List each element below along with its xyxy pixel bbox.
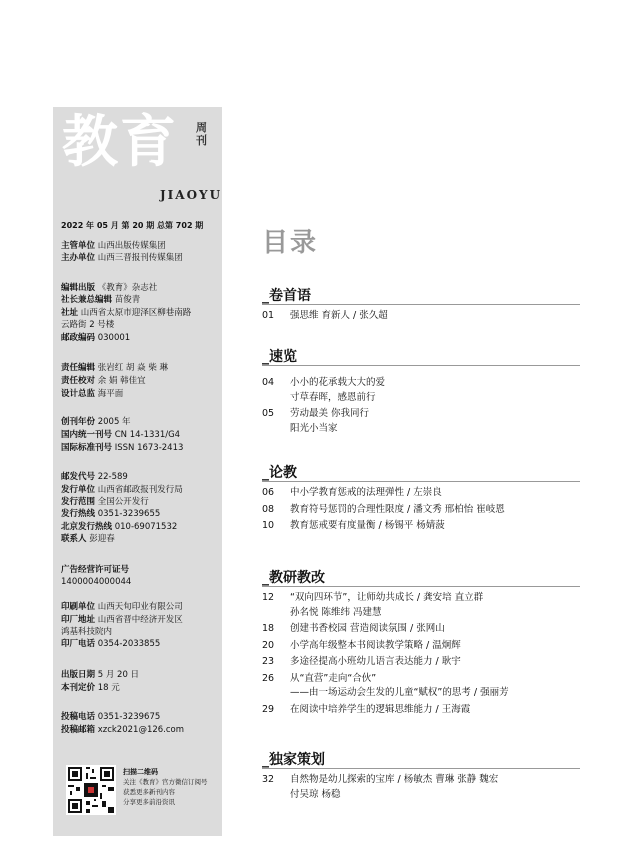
masthead-title: 教育: [62, 109, 178, 175]
colophon-label: 发行单位: [61, 485, 96, 495]
colophon-line: [61, 307, 191, 320]
colophon-label: 国内统一刊号: [61, 430, 113, 440]
colophon-value: CN 14-1331/G4: [114, 430, 181, 440]
colophon-label: 本刊定价: [61, 683, 96, 693]
toc-page-number: 29: [262, 703, 275, 715]
colophon-line: [61, 416, 131, 429]
issue-line: 2022 年 05 月 第 20 期 总第 702 期: [61, 221, 204, 230]
colophon-value: 张岩红 胡 焱 柴 琳: [97, 363, 169, 373]
qr-caption-line: 扫描二维码: [123, 768, 158, 776]
colophon-label: 责任校对: [61, 376, 96, 386]
toc-entry-text: 付吴琼 杨稳: [290, 788, 341, 800]
colophon-label: 北京发行热线: [61, 522, 113, 532]
colophon-value: 《教育》杂志社: [97, 283, 158, 293]
colophon-value: 山西天旬印业有限公司: [97, 602, 183, 612]
colophon-value: 22-589: [97, 472, 128, 482]
toc-entry[interactable]: [262, 376, 580, 405]
qr-caption-line: 获悉更多新刊内容: [123, 788, 175, 796]
toc-page-number: 05: [262, 408, 275, 419]
colophon-value: 18 元: [97, 683, 120, 693]
colophon-line: [61, 496, 149, 509]
toc-page-number: 23: [262, 656, 275, 667]
colophon-value: 山西省太原市迎泽区柳巷南路: [80, 308, 192, 318]
toc-page-number: 32: [262, 774, 275, 785]
toc-section-heading-text: _速览: [262, 349, 297, 365]
toc-section-heading-text: _卷首语: [262, 288, 311, 304]
colophon-line: [61, 442, 183, 455]
toc-entry-text: “双向四环节”，让师幼共成长 / 龚安培 直立群: [290, 592, 484, 603]
toc-section: [262, 462, 580, 534]
toc-entry[interactable]: [262, 622, 580, 637]
toc-entry[interactable]: [262, 655, 580, 670]
colophon-value: 0354-2033855: [97, 639, 161, 649]
colophon-line: [61, 638, 160, 651]
toc-entry-text: 教育符号惩罚的合理性限度 / 潘文秀 邢柏怡 崔岐恩: [290, 503, 505, 515]
toc-entry-text: 孙名悦 陈维纬 冯建慧: [290, 606, 382, 618]
toc-entry[interactable]: [262, 591, 580, 620]
toc-entry-text: 从“直营”走向“合伙”: [290, 672, 377, 684]
toc-entry-text: 中小学教育惩戒的法理弹性 / 左崇良: [290, 487, 442, 498]
toc-entry-text: 小学高年级整本书阅读教学策略 / 温炯辉: [290, 639, 461, 651]
colophon-label: 印厂电话: [61, 639, 96, 649]
toc-entry-text: 劳动最美 你我同行: [290, 408, 370, 419]
toc-entry[interactable]: [262, 639, 580, 654]
toc-entry[interactable]: [262, 773, 580, 802]
colophon-value: 海平面: [97, 389, 124, 399]
colophon-value: 2005 年: [97, 417, 131, 427]
masthead-subtitle: 周刊: [196, 121, 207, 147]
colophon-label: 编辑出版: [61, 283, 96, 293]
colophon-value: 全国公开发行: [97, 497, 149, 507]
colophon-label: 邮发代号: [61, 472, 96, 482]
colophon-line: [61, 484, 183, 497]
colophon-label: 社长兼总编辑: [61, 295, 113, 305]
toc-page-number: 18: [262, 623, 275, 634]
toc-entry-text: 自然物是幼儿探索的宝库 / 杨敏杰 曹琳 张静 魏宏: [290, 774, 499, 785]
toc-entry-text: 多途径提高小班幼儿语言表达能力 / 耿宇: [290, 656, 461, 667]
colophon-value: 山西省晋中经济开发区: [97, 615, 183, 625]
toc-entry[interactable]: [262, 309, 580, 324]
toc-page-number: 26: [262, 672, 275, 684]
colophon-line: [61, 508, 160, 521]
toc-section: [262, 346, 580, 436]
colophon-line: [61, 669, 139, 682]
colophon-line: [61, 282, 157, 295]
section-divider: [262, 768, 580, 769]
colophon-value: 苗俊青: [114, 295, 141, 305]
colophon-value: 彭迎春: [89, 534, 115, 544]
toc-page-number: 10: [262, 520, 275, 531]
colophon-line: [61, 533, 115, 546]
toc-page-number: 20: [262, 639, 275, 651]
toc-entry[interactable]: [262, 519, 580, 534]
colophon-line: [61, 429, 180, 442]
colophon-value: 0351-3239655: [97, 509, 161, 519]
toc-page-number: 12: [262, 592, 275, 603]
toc-section-heading: [262, 462, 580, 480]
toc-entry-text: 小小的花承载大大的爱: [290, 377, 386, 388]
toc-entry-text: 强思维 育新人 / 张久超: [290, 310, 388, 321]
section-divider: [262, 586, 580, 587]
toc-section-heading-text: _独家策划: [262, 752, 325, 768]
toc-entry-text: 教育惩戒要有度量衡 / 杨锡平 杨婧菠: [290, 520, 445, 531]
colophon-line: [61, 294, 140, 307]
toc-page-number: 08: [262, 503, 275, 515]
colophon-value: 5 月 20 日: [97, 670, 140, 680]
colophon-value: ISSN 1673-2413: [114, 443, 184, 453]
colophon-value: 山西三晋报刊传媒集团: [97, 253, 183, 263]
colophon-line: [61, 614, 183, 627]
section-divider: [262, 481, 580, 482]
colophon-label: 创刊年份: [61, 417, 96, 427]
toc-section-heading-text: _论教: [262, 465, 297, 481]
colophon-line: [61, 576, 131, 589]
colophon-label: 责任编辑: [61, 363, 96, 373]
colophon-line: [61, 388, 123, 401]
colophon-label: 设计总监: [61, 389, 96, 399]
colophon-label: 出版日期: [61, 670, 96, 680]
toc-section-heading: [262, 749, 580, 767]
colophon-value: 云路街 2 号楼: [61, 320, 115, 330]
colophon-line: [61, 724, 184, 737]
toc-section: [262, 567, 580, 717]
toc-entry-text: 寸草春晖，感恩前行: [290, 391, 376, 403]
colophon-label: 印刷单位: [61, 602, 96, 612]
colophon-value: 0351-3239675: [97, 712, 161, 722]
colophon-line: [61, 240, 166, 253]
colophon-line: [61, 521, 177, 534]
colophon-value: 余 娟 韩佳宜: [97, 376, 146, 386]
toc-title: 目录: [262, 228, 319, 258]
toc-page-number: 01: [262, 310, 275, 321]
qr-caption-line: 关注《教育》官方微信订阅号: [123, 778, 208, 786]
colophon-line: [61, 319, 114, 332]
colophon-line: [61, 711, 160, 724]
toc-section-heading: [262, 346, 580, 364]
section-divider: [262, 304, 580, 305]
qr-caption-line: 分享更多前沿资讯: [123, 798, 175, 806]
toc-entry-text: 阳光小当家: [290, 422, 338, 434]
colophon-label: 主管单位: [61, 241, 96, 251]
qr-caption: [123, 767, 208, 807]
colophon-label: 邮政编码: [61, 333, 96, 343]
toc-page-number: 06: [262, 487, 275, 498]
colophon-line: [61, 375, 146, 388]
colophon-label: 国际标准刊号: [61, 443, 113, 453]
colophon-value: 鸿基科技院内: [61, 627, 113, 637]
masthead-pinyin: JIAOYU: [160, 188, 223, 202]
colophon-label: 广告经营许可证号: [61, 565, 130, 575]
toc-entry[interactable]: [262, 703, 580, 718]
colophon-label: 主办单位: [61, 253, 96, 263]
colophon-value: 山西出版传媒集团: [97, 241, 166, 251]
toc-entry-text: 创建书香校园 营造阅读氛围 / 张网山: [290, 623, 445, 634]
colophon-value: 010-69071532: [114, 522, 178, 532]
colophon-line: [61, 564, 129, 577]
colophon-line: [61, 626, 112, 639]
colophon-line: [61, 362, 168, 375]
toc-entry[interactable]: [262, 486, 580, 501]
colophon-line: [61, 471, 128, 484]
colophon-label: 投稿邮箱: [61, 725, 96, 735]
colophon-value: 1400004000044: [61, 577, 132, 587]
toc-section: [262, 285, 580, 324]
colophon-line: [61, 601, 183, 614]
toc-section-heading-text: _教研教改: [262, 570, 325, 586]
toc-entry-text: 在阅读中培养学生的逻辑思维能力 / 王海霞: [290, 703, 471, 715]
toc-section-heading: [262, 285, 580, 303]
toc-entry[interactable]: [262, 672, 580, 701]
colophon-line: [61, 682, 120, 695]
colophon-label: 投稿电话: [61, 712, 96, 722]
toc-entry[interactable]: [262, 503, 580, 518]
colophon-value: 030001: [97, 333, 131, 343]
colophon-label: 社址: [61, 308, 79, 318]
colophon-line: [61, 332, 130, 345]
qr-code-icon[interactable]: [66, 765, 116, 815]
colophon-value: 山西省邮政报刊发行局: [97, 485, 183, 495]
toc-section-heading: [262, 567, 580, 585]
toc-entry-text: ——由一场运动会生发的儿童“赋权”的思考 / 强丽芳: [290, 687, 509, 698]
toc-page-number: 04: [262, 377, 275, 388]
colophon-label: 发行范围: [61, 497, 96, 507]
section-divider: [262, 365, 580, 366]
toc-section: [262, 749, 580, 802]
colophon-label: 发行热线: [61, 509, 96, 519]
colophon-line: [61, 252, 183, 265]
toc-entry[interactable]: [262, 407, 580, 436]
colophon-label: 印厂地址: [61, 615, 96, 625]
colophon-label: 联系人: [61, 534, 87, 544]
colophon-value[interactable]: xzck2021@126.com: [97, 725, 185, 735]
